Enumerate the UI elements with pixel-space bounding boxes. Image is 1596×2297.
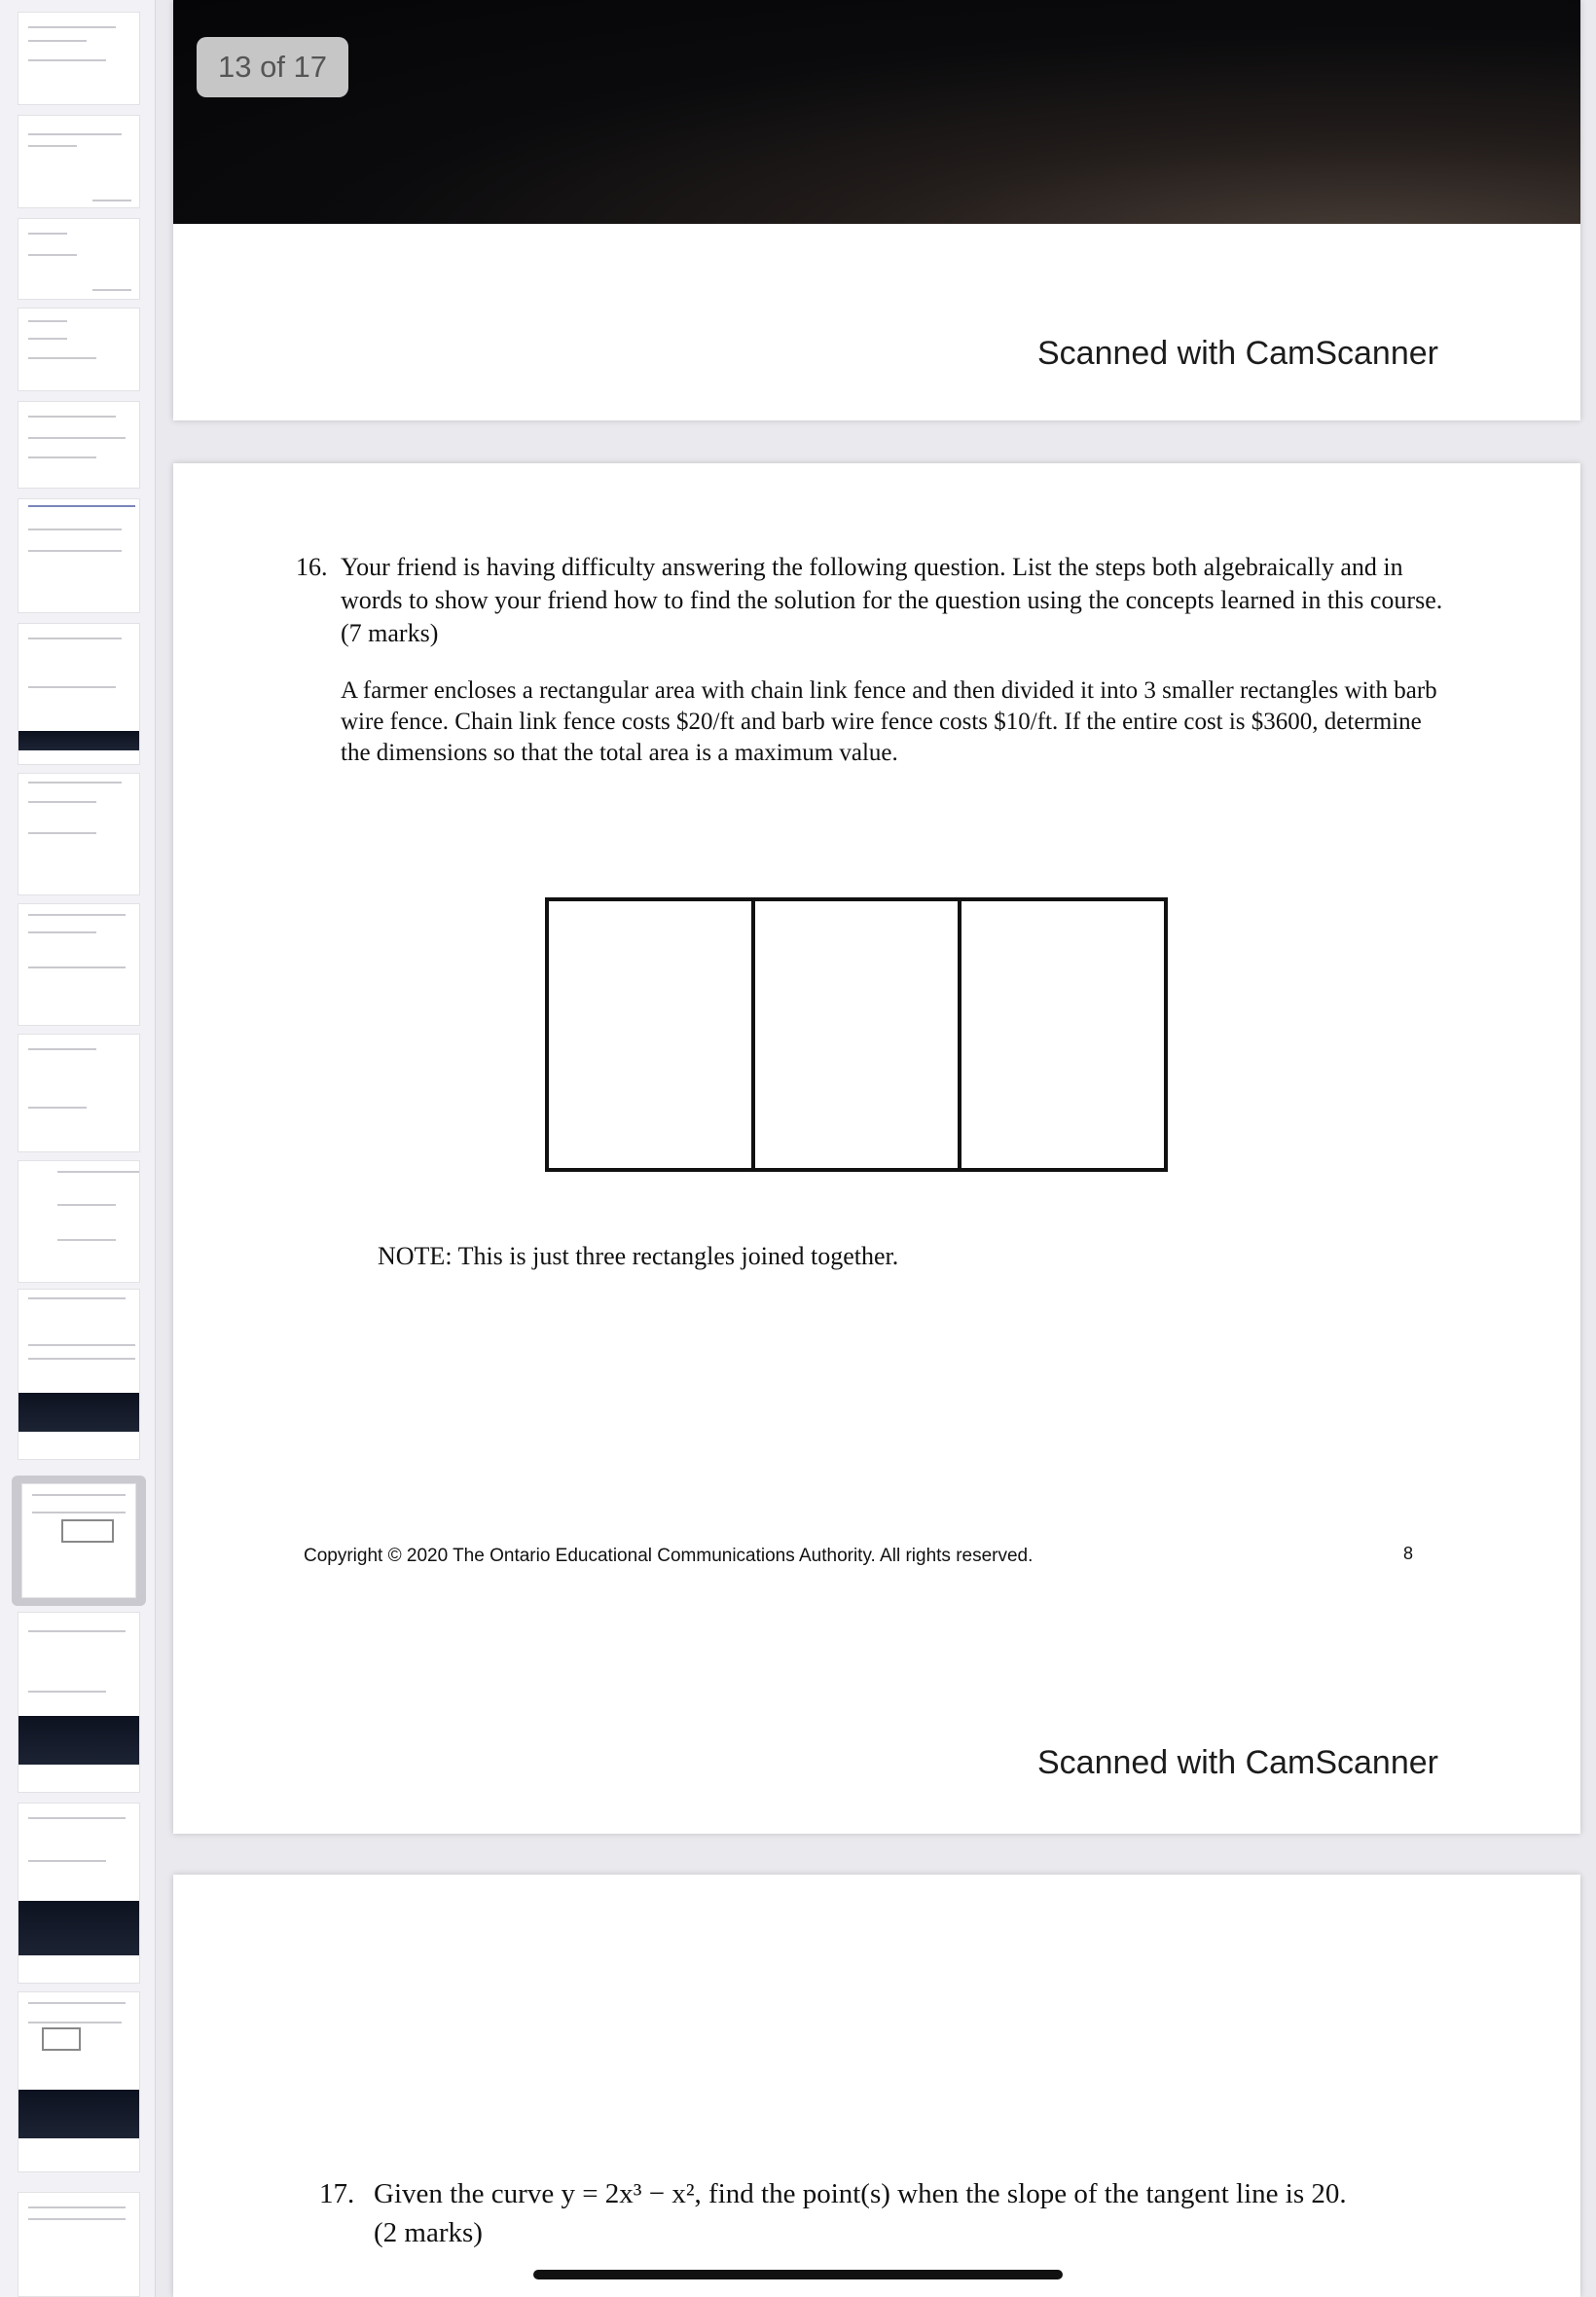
thumbnail-sidebar xyxy=(0,0,156,2297)
scanned-photo-area xyxy=(173,0,1580,224)
thumbnail-page[interactable] xyxy=(18,1034,140,1152)
document-page xyxy=(173,0,1580,420)
camscanner-footer: Scanned with CamScanner xyxy=(1036,1744,1438,1781)
document-page xyxy=(173,463,1580,1834)
thumbnail-page[interactable] xyxy=(18,773,140,895)
question-number: 16. xyxy=(296,553,328,581)
thumbnail-page[interactable] xyxy=(18,308,140,391)
problem-statement: A farmer encloses a rectangular area with chain link fence and then divided it into 3 smaller rectangles with barb wire fence. Chain link fence costs $20/ft and barb wire fence costs $10/ft. If the entire cost is $3600, determine the dimensions so that the total area is a maximum value. xyxy=(341,677,1437,766)
rectangle-cell xyxy=(755,901,961,1168)
thumbnail-page[interactable] xyxy=(18,115,140,208)
thumbnail-page[interactable] xyxy=(18,1803,140,1984)
thumbnail-page[interactable] xyxy=(18,1289,140,1460)
question-16 xyxy=(296,551,1444,650)
thumbnail-page[interactable] xyxy=(18,903,140,1026)
question-17 xyxy=(319,2174,1536,2252)
thumbnail-page[interactable] xyxy=(18,1612,140,1793)
question-text: Your friend is having difficulty answering the following question. List the steps both algebraically and in words to show your friend how to find the solution for the question using the concepts learned in this course. (7 marks) xyxy=(341,553,1443,647)
thumbnail-page-current[interactable] xyxy=(21,1483,136,1598)
question-text: Given the curve y = 2x³ − x², find the point(s) when the slope of the tangent line is 20. xyxy=(374,2178,1347,2209)
thumbnail-page[interactable] xyxy=(18,2192,140,2297)
home-indicator-bar[interactable] xyxy=(533,2270,1063,2279)
page-number: 8 xyxy=(1403,1544,1414,1563)
thumbnail-page[interactable] xyxy=(18,1160,140,1283)
camscanner-footer: Scanned with CamScanner xyxy=(1036,335,1438,372)
rectangle-cell xyxy=(961,901,1164,1168)
three-rectangles-diagram xyxy=(545,897,1168,1172)
rectangle-cell xyxy=(549,901,755,1168)
thumbnail-page[interactable] xyxy=(18,12,140,105)
thumbnail-page[interactable] xyxy=(18,498,140,613)
document-page xyxy=(173,1875,1580,2297)
thumbnail-page[interactable] xyxy=(18,623,140,765)
copyright-line: Copyright © 2020 The Ontario Educational Communications Authority. All rights reserved. xyxy=(304,1546,1034,1566)
thumbnail-page[interactable] xyxy=(18,401,140,489)
thumbnail-page[interactable] xyxy=(18,1991,140,2172)
page-counter-badge: 13 of 17 xyxy=(197,37,348,97)
diagram-note: NOTE: This is just three rectangles joined together. xyxy=(378,1242,899,1270)
question-number: 17. xyxy=(319,2178,355,2209)
question-marks: (2 marks) xyxy=(374,2217,483,2248)
thumbnail-page[interactable] xyxy=(18,218,140,300)
